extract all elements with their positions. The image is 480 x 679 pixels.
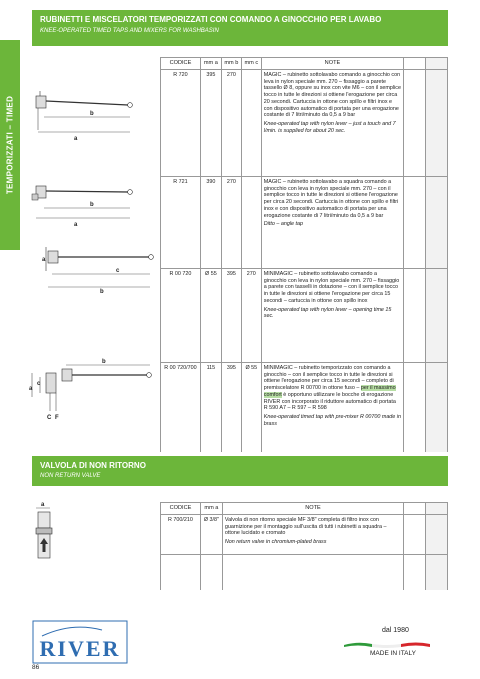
dim-label: a xyxy=(74,136,78,142)
dim-label: a xyxy=(42,257,46,263)
dim-label: a xyxy=(29,386,33,392)
dim-label: b xyxy=(100,289,104,295)
table-row: R 00 720 Ø 55 395 270 MINIMAGIC – rubinetto sottolavabo comando a ginocchio con leva in nylon speciale mm. 270 – fissaggio a parete con tasselli in dotazione – con il semplice tocco in tutte le direzioni si ottiene l'erogazione per circa 15 secondi – cartuccia in ottone con spillo inox Knee-operated tap with nylon lever – opening time 15 sec. xyxy=(161,268,448,362)
drawing-r721 xyxy=(30,180,150,230)
col-a: mm a xyxy=(200,503,222,515)
italian-flag-ribbon xyxy=(344,641,430,647)
dim-label: F xyxy=(55,415,59,421)
table-row: R 720 395 270 MAGIC – rubinetto sottolavabo comando a ginocchio con leva in nylon speciale mm. 270 – fissaggio a parete tassello Ø 8, oppure su inox con vite M6 – con il semplice tocco in tutte le direzioni si ottiene l'erogazione per circa 20 secondi. Cartuccia in ottone con spillo e filtri inox e con dispositivo automatico di portata per una erogazione costante di 7 litri/minuto da 0,5 a 9 bar Knee-operated tap with nylon lever – just a touch and 7 l/min. is supplied for about 20 sec. xyxy=(161,69,448,176)
dim-label: c xyxy=(37,381,41,387)
product-table xyxy=(160,502,448,590)
highlight: per il massimo comfort xyxy=(263,385,396,398)
section-title: VALVOLA DI NON RITORNO xyxy=(40,461,146,470)
dim-label: b xyxy=(102,359,106,365)
river-logo xyxy=(32,620,128,664)
col-c: mm c xyxy=(241,58,261,70)
dim-label: b xyxy=(90,111,94,117)
dim-label: b xyxy=(90,202,94,208)
col-b: mm b xyxy=(221,58,241,70)
table-row: R 700/210 Ø 3/8" Valvola di non ritorno speciale MF 3/8" completa di filtro inox con guarnizione per il montaggio sull'uscita di tutti i rubinetti a squadra – ottone lucidato e cromato Non return valve in chromium-plated brass xyxy=(161,514,448,554)
col-note: NOTE xyxy=(261,58,403,70)
drawing-r00720-700 xyxy=(30,355,155,430)
dim-label: c xyxy=(116,268,120,274)
col-a: mm a xyxy=(200,58,221,70)
side-tab xyxy=(0,40,20,250)
since-label: dal 1980 xyxy=(382,627,409,634)
dim-label: a xyxy=(74,222,78,228)
section-subtitle: KNEE-OPERATED TIMED TAPS AND MIXERS FOR WASHBASIN xyxy=(40,28,219,34)
side-tab-label: TEMPORIZZATI – TIMED xyxy=(5,95,15,195)
drawing-valve xyxy=(30,500,70,580)
dim-label: a xyxy=(41,502,45,508)
dim-label: C xyxy=(47,415,52,421)
made-in-label: MADE IN ITALY xyxy=(370,650,416,657)
table-row: R 721 390 270 MAGIC – rubinetto sottolavabo a squadra comando a ginocchio con leva in nylon speciale mm. 270 – con il semplice tocco in tutte le direzioni si ottiene l'erogazione per circa 20 secondi. Cartuccia in ottone con spillo e filtri inox e con dispositivo automatico di portata per una erogazione costante di 7 litri/minuto da 0,5 a 9 bar Ditto – angle tap xyxy=(161,176,448,268)
section-header xyxy=(32,456,448,486)
section-subtitle: NON RETURN VALVE xyxy=(40,473,101,479)
col-code: CODICE xyxy=(161,58,201,70)
section-title: RUBINETTI E MISCELATORI TEMPORIZZATI CON COMANDO A GINOCCHIO PER LAVABO xyxy=(40,15,382,24)
product-table xyxy=(160,57,448,452)
section-header xyxy=(32,10,448,46)
drawing-r720 xyxy=(30,90,150,150)
col-code: CODICE xyxy=(161,503,201,515)
svg-text:RIVER: RIVER xyxy=(39,636,121,661)
page-number: 86 xyxy=(32,664,40,671)
drawing-r00720 xyxy=(30,245,155,295)
col-note: NOTE xyxy=(222,503,403,515)
table-row: R 00 720/700 115 395 Ø 55 MINIMAGIC – rubinetto temporizzato con comando a ginocchio – con il semplice tocco in tutte le direzioni si ottiene l'erogazione per circa 15 secondi – completo di premiscelatore R 00700 in ottone fuso – per il massimo comfort è opportuno utilizzare le bocche di erogazione RIVER con incorporato il riduttore automatico di portata R 590 A7 – R 597 – R 598 Knee-operated timed tap with pre-mixer R 00700 made in brass xyxy=(161,362,448,452)
